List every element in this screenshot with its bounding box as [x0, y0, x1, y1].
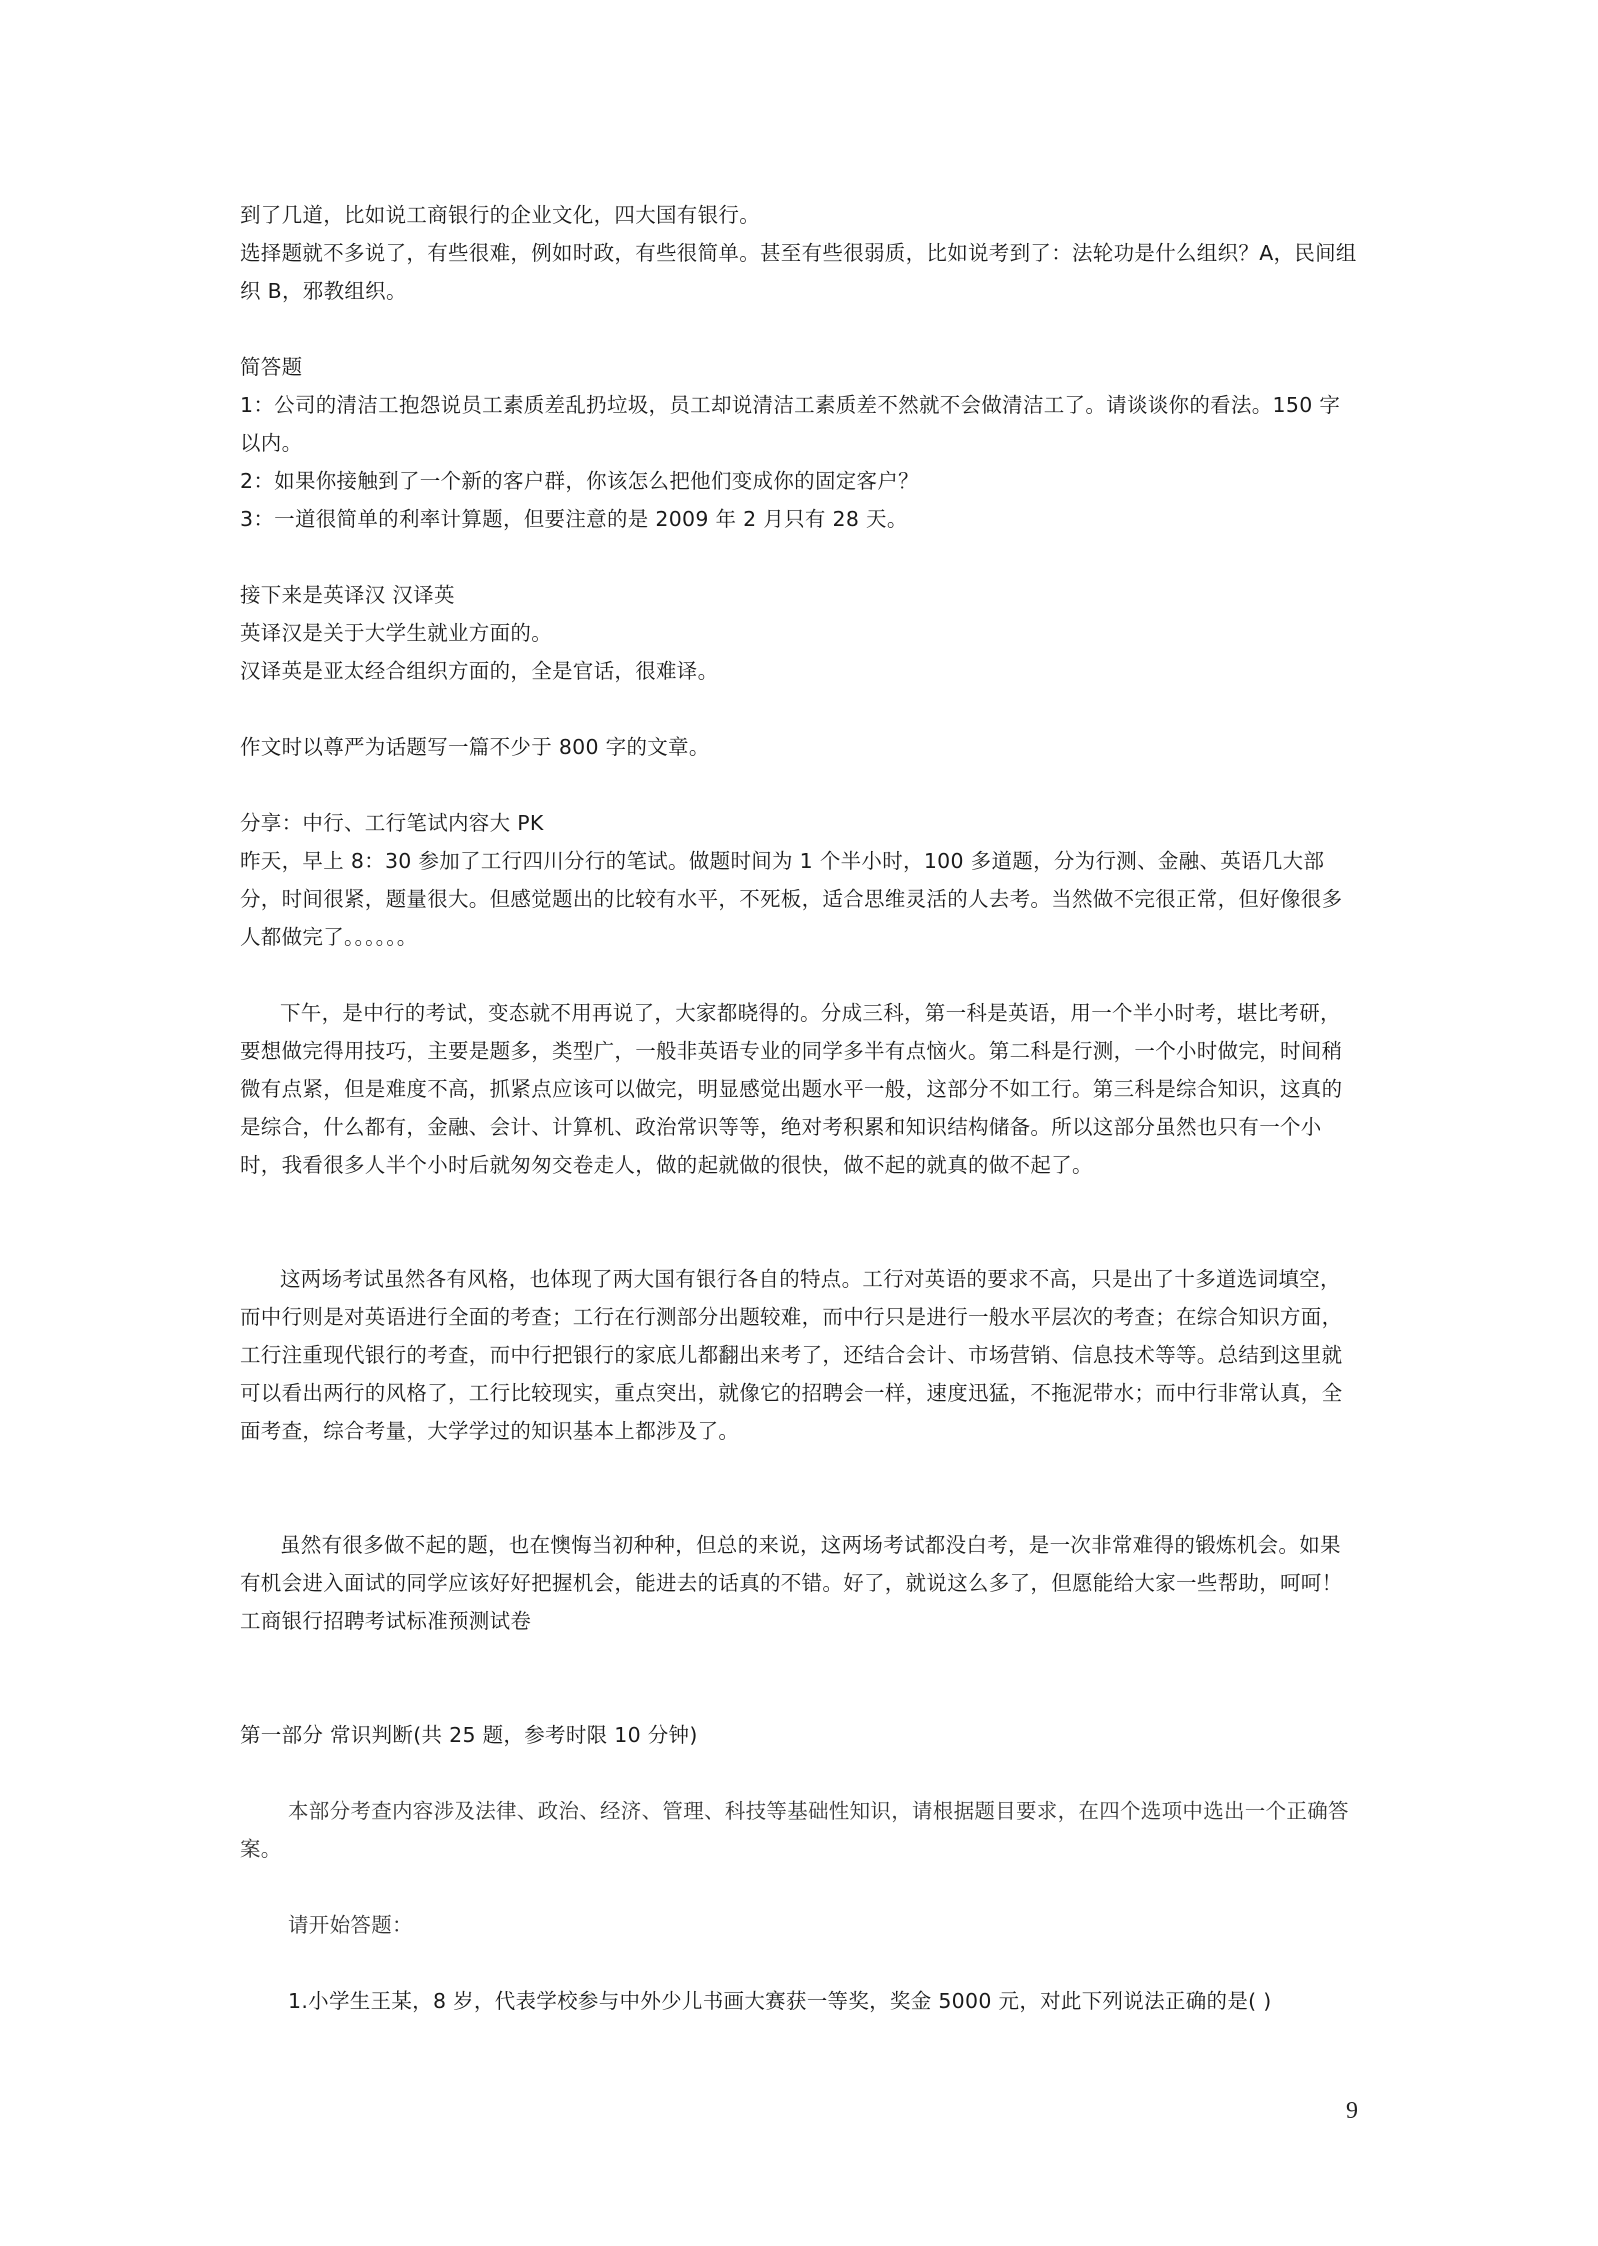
- question-1: 1.小学生王某，8 岁，代表学校参与中外少儿书画大赛获一等奖，奖金 5000 元，对此下列说法正确的是( ): [288, 1989, 1272, 2013]
- share-paragraph-3-block: [240, 1260, 1360, 1450]
- translation-section: [240, 576, 1360, 690]
- translation-en-cn: 英译汉是关于大学生就业方面的。: [240, 621, 552, 645]
- intro-section: [240, 196, 1360, 310]
- part1-heading-block: [240, 1716, 1360, 1754]
- share-paragraph-2: 下午，是中行的考试，变态就不用再说了，大家都晓得的。分成三科，第一科是英语，用一个半小时考，堪比考研，要想做完得用技巧，主要是题多，类型广，一般非英语专业的同学多半有点恼火。第二科是行测，一个小时做完，时间稍微有点紧，但是难度不高，抓紧点应该可以做完，明显感觉出题水平一般，这部分不如工行。第三科是综合知识，这真的是综合，什么都有，金融、会计、计算机、政治常识等等，绝对考积累和知识结构储备。所以这部分虽然也只有一个小时，我看很多人半个小时后就匆匆交卷走人，做的起就做的很快，做不起的就真的做不起了。: [240, 1001, 1343, 1177]
- short-answer-q2: 2：如果你接触到了一个新的客户群，你该怎么把他们变成你的固定客户？: [240, 469, 919, 493]
- essay-line: 作文时以尊严为话题写一篇不少于 800 字的文章。: [240, 735, 710, 759]
- intro-line: 到了几道，比如说工商银行的企业文化，四大国有银行。: [240, 203, 760, 227]
- short-answer-q1: 1：公司的清洁工抱怨说员工素质差乱扔垃圾，员工却说清洁工素质差不然就不会做清洁工了。请谈谈你的看法。150 字以内。: [240, 393, 1341, 455]
- start-block: [240, 1906, 1360, 1944]
- short-answer-q3: 3：一道很简单的利率计算题，但要注意的是 2009 年 2 月只有 28 天。: [240, 507, 908, 531]
- page-number: 9: [1346, 2098, 1358, 2124]
- share-section: [240, 804, 1360, 956]
- translation-cn-en: 汉译英是亚太经合组织方面的，全是官话，很难译。: [240, 659, 719, 683]
- share-paragraph-4-block: [240, 1526, 1360, 1640]
- essay-section: [240, 728, 1360, 766]
- share-paragraph-3: 这两场考试虽然各有风格，也体现了两大国有银行各自的特点。工行对英语的要求不高，只是出了十多道选词填空，而中行则是对英语进行全面的考查；工行在行测部分出题较难，而中行只是进行一般水平层次的考查；在综合知识方面，工行注重现代银行的考查，而中行把银行的家底儿都翻出来考了，还结合会计、市场营销、信息技术等等。总结到这里就可以看出两行的风格了，工行比较现实，重点突出，就像它的招聘会一样，速度迅猛，不拖泥带水；而中行非常认真，全面考查，综合考量，大学学过的知识基本上都涉及了。: [240, 1267, 1343, 1443]
- share-title: 分享：中行、工行笔试内容大 PK: [240, 811, 544, 835]
- question-1-block: [240, 1982, 1360, 2020]
- exam-title: 工商银行招聘考试标准预测试卷: [240, 1609, 532, 1633]
- choice-paragraph: 选择题就不多说了，有些很难，例如时政，有些很简单。甚至有些很弱质，比如说考到了：法轮功是什么组织？A，民间组织 B，邪教组织。: [240, 241, 1357, 303]
- part1-heading: 第一部分 常识判断(共 25 题，参考时限 10 分钟): [240, 1723, 698, 1747]
- start-prompt: 请开始答题：: [288, 1913, 413, 1937]
- share-paragraph-4: 虽然有很多做不起的题，也在懊悔当初种种，但总的来说，这两场考试都没白考，是一次非常难得的锻炼机会。如果有机会进入面试的同学应该好好把握机会，能进去的话真的不错。好了，就说这么多了，但愿能给大家一些帮助，呵呵！: [240, 1533, 1343, 1595]
- translation-heading: 接下来是英译汉 汉译英: [240, 583, 455, 607]
- share-paragraph-2-block: [240, 994, 1360, 1184]
- short-answer-heading: 简答题: [240, 355, 303, 379]
- part1-desc-block: [240, 1792, 1360, 1868]
- short-answer-section: [240, 348, 1360, 538]
- share-paragraph-1: 昨天，早上 8：30 参加了工行四川分行的笔试。做题时间为 1 个半小时，100 多道题，分为行测、金融、英语几大部分，时间很紧，题量很大。但感觉题出的比较有水平，不死板，适合思维灵活的人去考。当然做不完很正常，但好像很多人都做完了。。。。。。: [240, 849, 1343, 949]
- part1-description: 本部分考查内容涉及法律、政治、经济、管理、科技等基础性知识，请根据题目要求，在四个选项中选出一个正确答案。: [240, 1799, 1349, 1861]
